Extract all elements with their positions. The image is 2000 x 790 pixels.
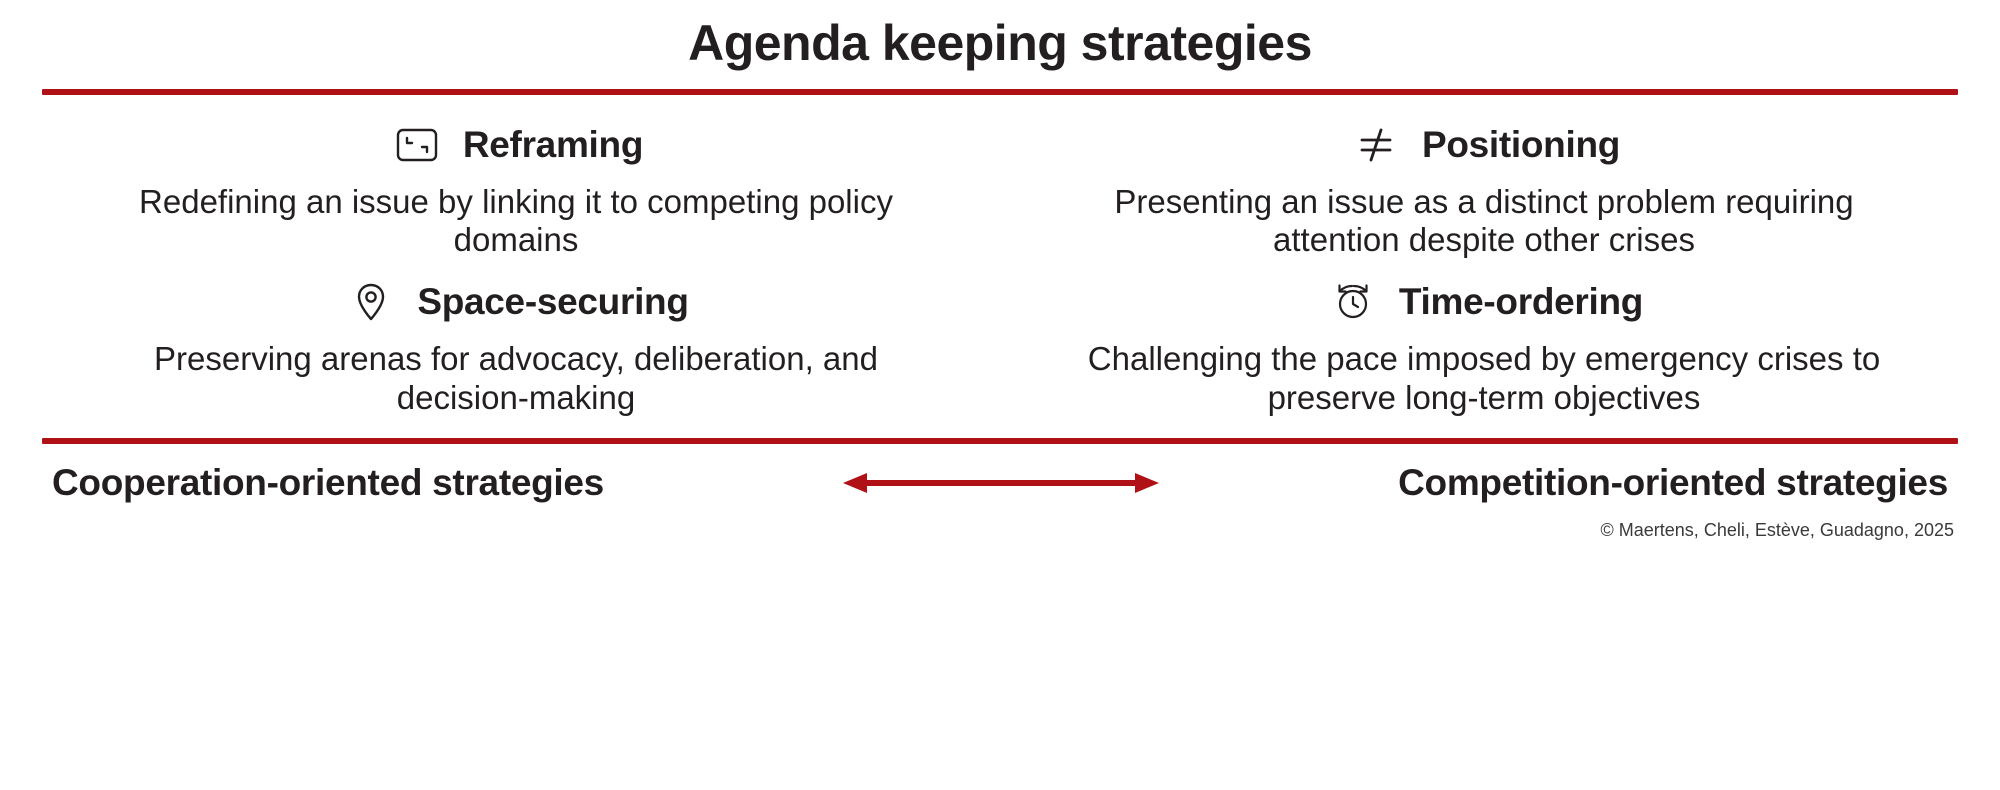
top-divider [42, 89, 1958, 95]
strategy-card-time-ordering [1010, 274, 1958, 418]
strategy-header [389, 117, 643, 173]
not-equal-icon [1348, 117, 1404, 173]
axis-label-right: Competition-oriented strategies [1398, 462, 1948, 504]
strategy-spectrum-axis [42, 462, 1958, 504]
page-title: Agenda keeping strategies [688, 15, 1312, 71]
strategy-description: Presenting an issue as a distinct problem requiring attention despite other crises [1114, 182, 1854, 259]
strategy-header [1325, 274, 1643, 330]
strategy-header [343, 274, 688, 330]
strategy-title: Reframing [462, 123, 644, 165]
clock-arrows-icon [1325, 274, 1381, 330]
strategy-header [1348, 117, 1620, 173]
strategy-title: Time-ordering [1398, 281, 1644, 323]
strategy-description: Preserving arenas for advocacy, deliberation, and decision-making [154, 340, 878, 417]
bottom-divider [42, 438, 1958, 444]
strategy-description: Challenging the pace imposed by emergency crises to preserve long-term objectives [1087, 340, 1881, 417]
strategy-card-space-securing [42, 274, 990, 418]
credit-line: © Maertens, Cheli, Estève, Guadagno, 2025 [1600, 520, 1954, 541]
strategy-card-positioning [1010, 117, 1958, 261]
strategy-description: Redefining an issue by linking it to competing policy domains [139, 182, 893, 259]
reframe-crop-icon [389, 117, 445, 173]
strategy-card-reframing [42, 117, 990, 261]
map-pin-icon [343, 274, 399, 330]
axis-label-left: Cooperation-oriented strategies [52, 462, 604, 504]
strategies-grid [42, 117, 1958, 419]
strategy-title: Positioning [1421, 123, 1621, 165]
double-headed-arrow-icon [817, 466, 1185, 500]
strategy-title: Space-securing [417, 281, 689, 323]
